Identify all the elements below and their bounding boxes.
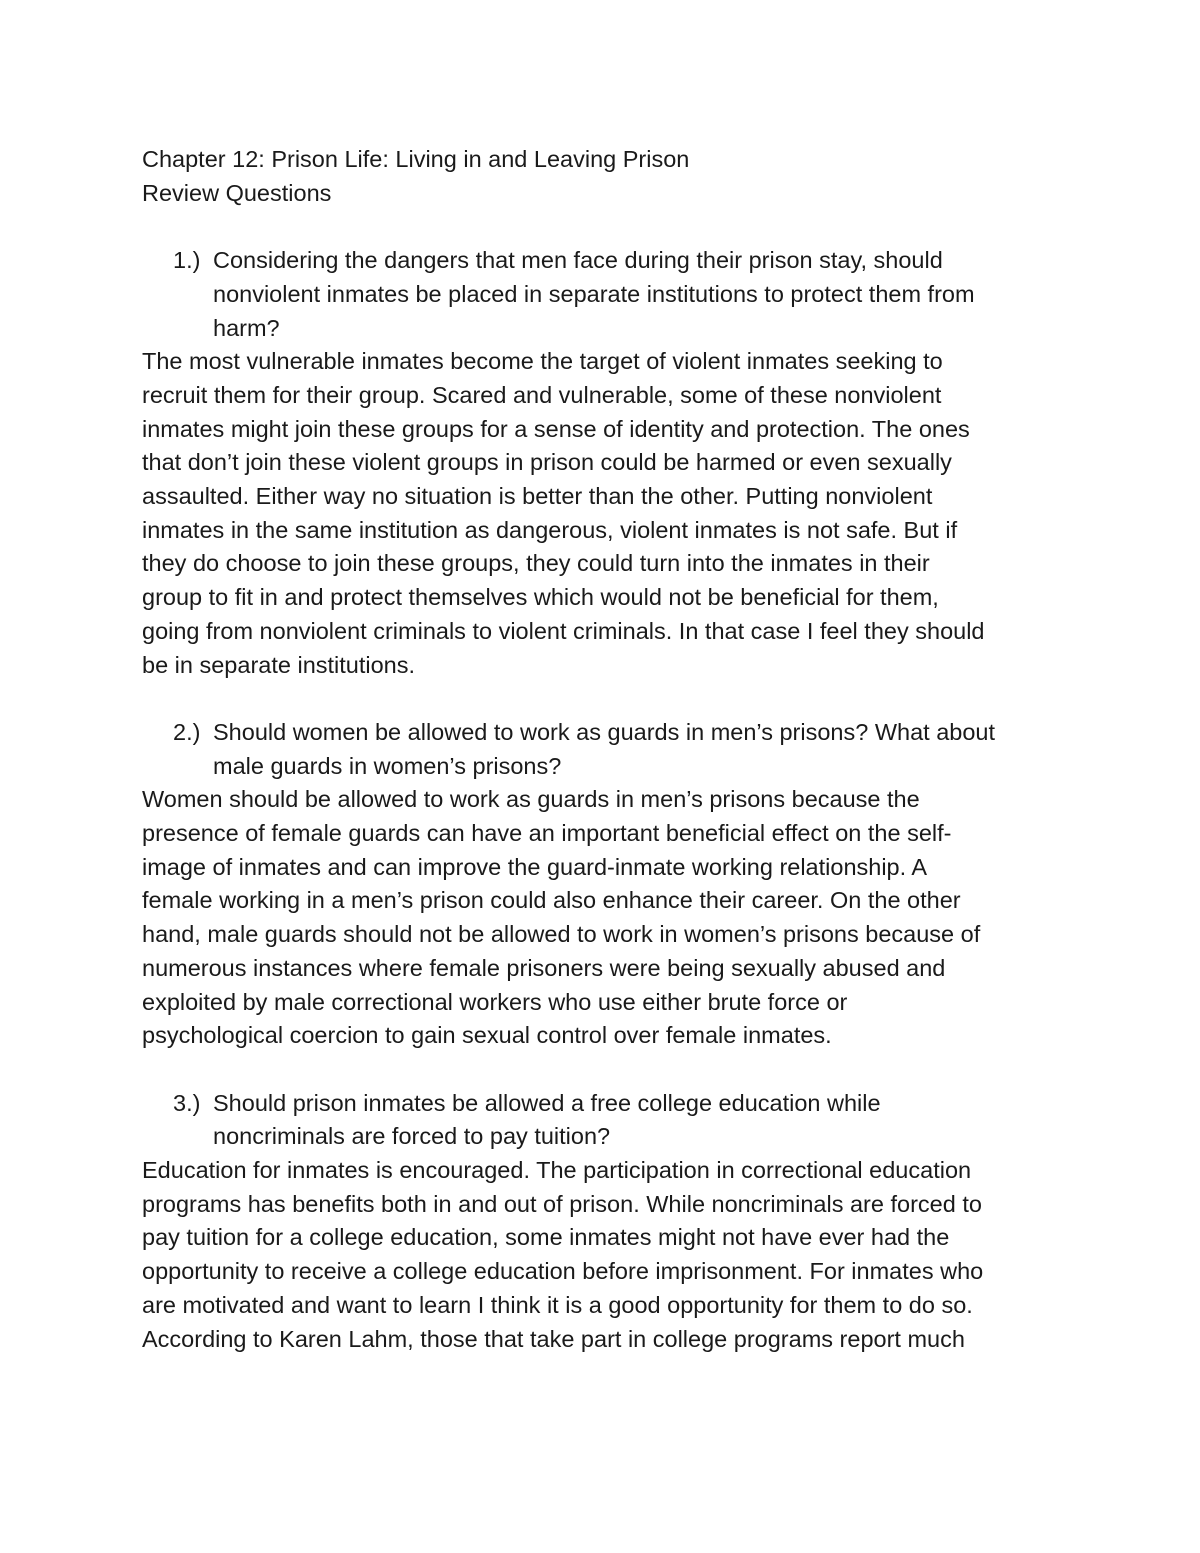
answer-line: opportunity to receive a college education before imprisonment. For inmates who [142,1258,984,1285]
document-subtitle: Review Questions [142,179,332,206]
answer-line: assaulted. Either way no situation is better than the other. Putting nonviolent [142,483,933,510]
answer-line: hand, male guards should not be allowed to work in women’s prisons because of [142,921,981,948]
answer-line: Education for inmates is encouraged. The participation in correctional education [142,1157,972,1184]
question-line: nonviolent inmates be placed in separate institutions to protect them from [213,280,975,307]
answer [142,783,1062,1053]
question-section [142,716,1062,1087]
question-number: 3.) [173,1089,201,1116]
answer-line: Women should be allowed to work as guards in men’s prisons because the [142,786,920,813]
answer-line: inmates in the same institution as dangerous, violent inmates is not safe. But if [142,516,958,543]
question-line: harm? [213,314,280,341]
question [142,244,1062,345]
review-questions-list [142,244,1062,1356]
answer-line: are motivated and want to learn I think it is a good opportunity for them to do so. [142,1291,973,1318]
question [142,1087,1062,1154]
question-section [142,1087,1062,1357]
blank-line [142,682,1062,716]
document-title: Chapter 12: Prison Life: Living in and Leaving Prison [142,146,690,172]
document-body [142,143,1062,1356]
answer-line: going from nonviolent criminals to violent criminals. In that case I feel they should [142,617,985,644]
question-number: 2.) [173,718,201,745]
question-line: Should women be allowed to work as guards in men’s prisons? What about [213,718,996,745]
question-line: Should prison inmates be allowed a free college education while [213,1089,881,1116]
answer-line: image of inmates and can improve the guard-inmate working relationship. A [142,853,928,880]
answer [142,1154,1062,1356]
answer-line: psychological coercion to gain sexual control over female inmates. [142,1022,832,1049]
question-section [142,244,1062,716]
answer-line: numerous instances where female prisoners were being sexually abused and [142,954,946,981]
answer-line: presence of female guards can have an important beneficial effect on the self- [142,820,952,847]
answer-line: pay tuition for a college education, some inmates might not have ever had the [142,1224,950,1251]
answer-line: they do choose to join these groups, they could turn into the inmates in their [142,550,930,577]
blank-line [142,210,1062,244]
answer-line: group to fit in and protect themselves which would not be beneficial for them, [142,584,939,611]
answer-line: programs has benefits both in and out of prison. While noncriminals are forced to [142,1190,982,1217]
answer-line: exploited by male correctional workers who use either brute force or [142,988,848,1015]
answer-line: be in separate institutions. [142,651,416,678]
answer-line: female working in a men’s prison could also enhance their career. On the other [142,887,961,914]
answer-line: that don’t join these violent groups in prison could be harmed or even sexually [142,449,952,476]
blank-line [142,1053,1062,1087]
answer-line: recruit them for their group. Scared and vulnerable, some of these nonviolent [142,381,942,408]
question-number: 1.) [173,247,201,274]
question-line: noncriminals are forced to pay tuition? [213,1123,611,1150]
question-line: male guards in women’s prisons? [213,752,562,779]
answer-line: inmates might join these groups for a sense of identity and protection. The ones [142,415,970,442]
answer-line: The most vulnerable inmates become the target of violent inmates seeking to [142,348,943,375]
question-line: Considering the dangers that men face during their prison stay, should [213,247,943,274]
question [142,716,1062,783]
answer-line: According to Karen Lahm, those that take part in college programs report much [142,1325,965,1352]
answer [142,345,1062,682]
